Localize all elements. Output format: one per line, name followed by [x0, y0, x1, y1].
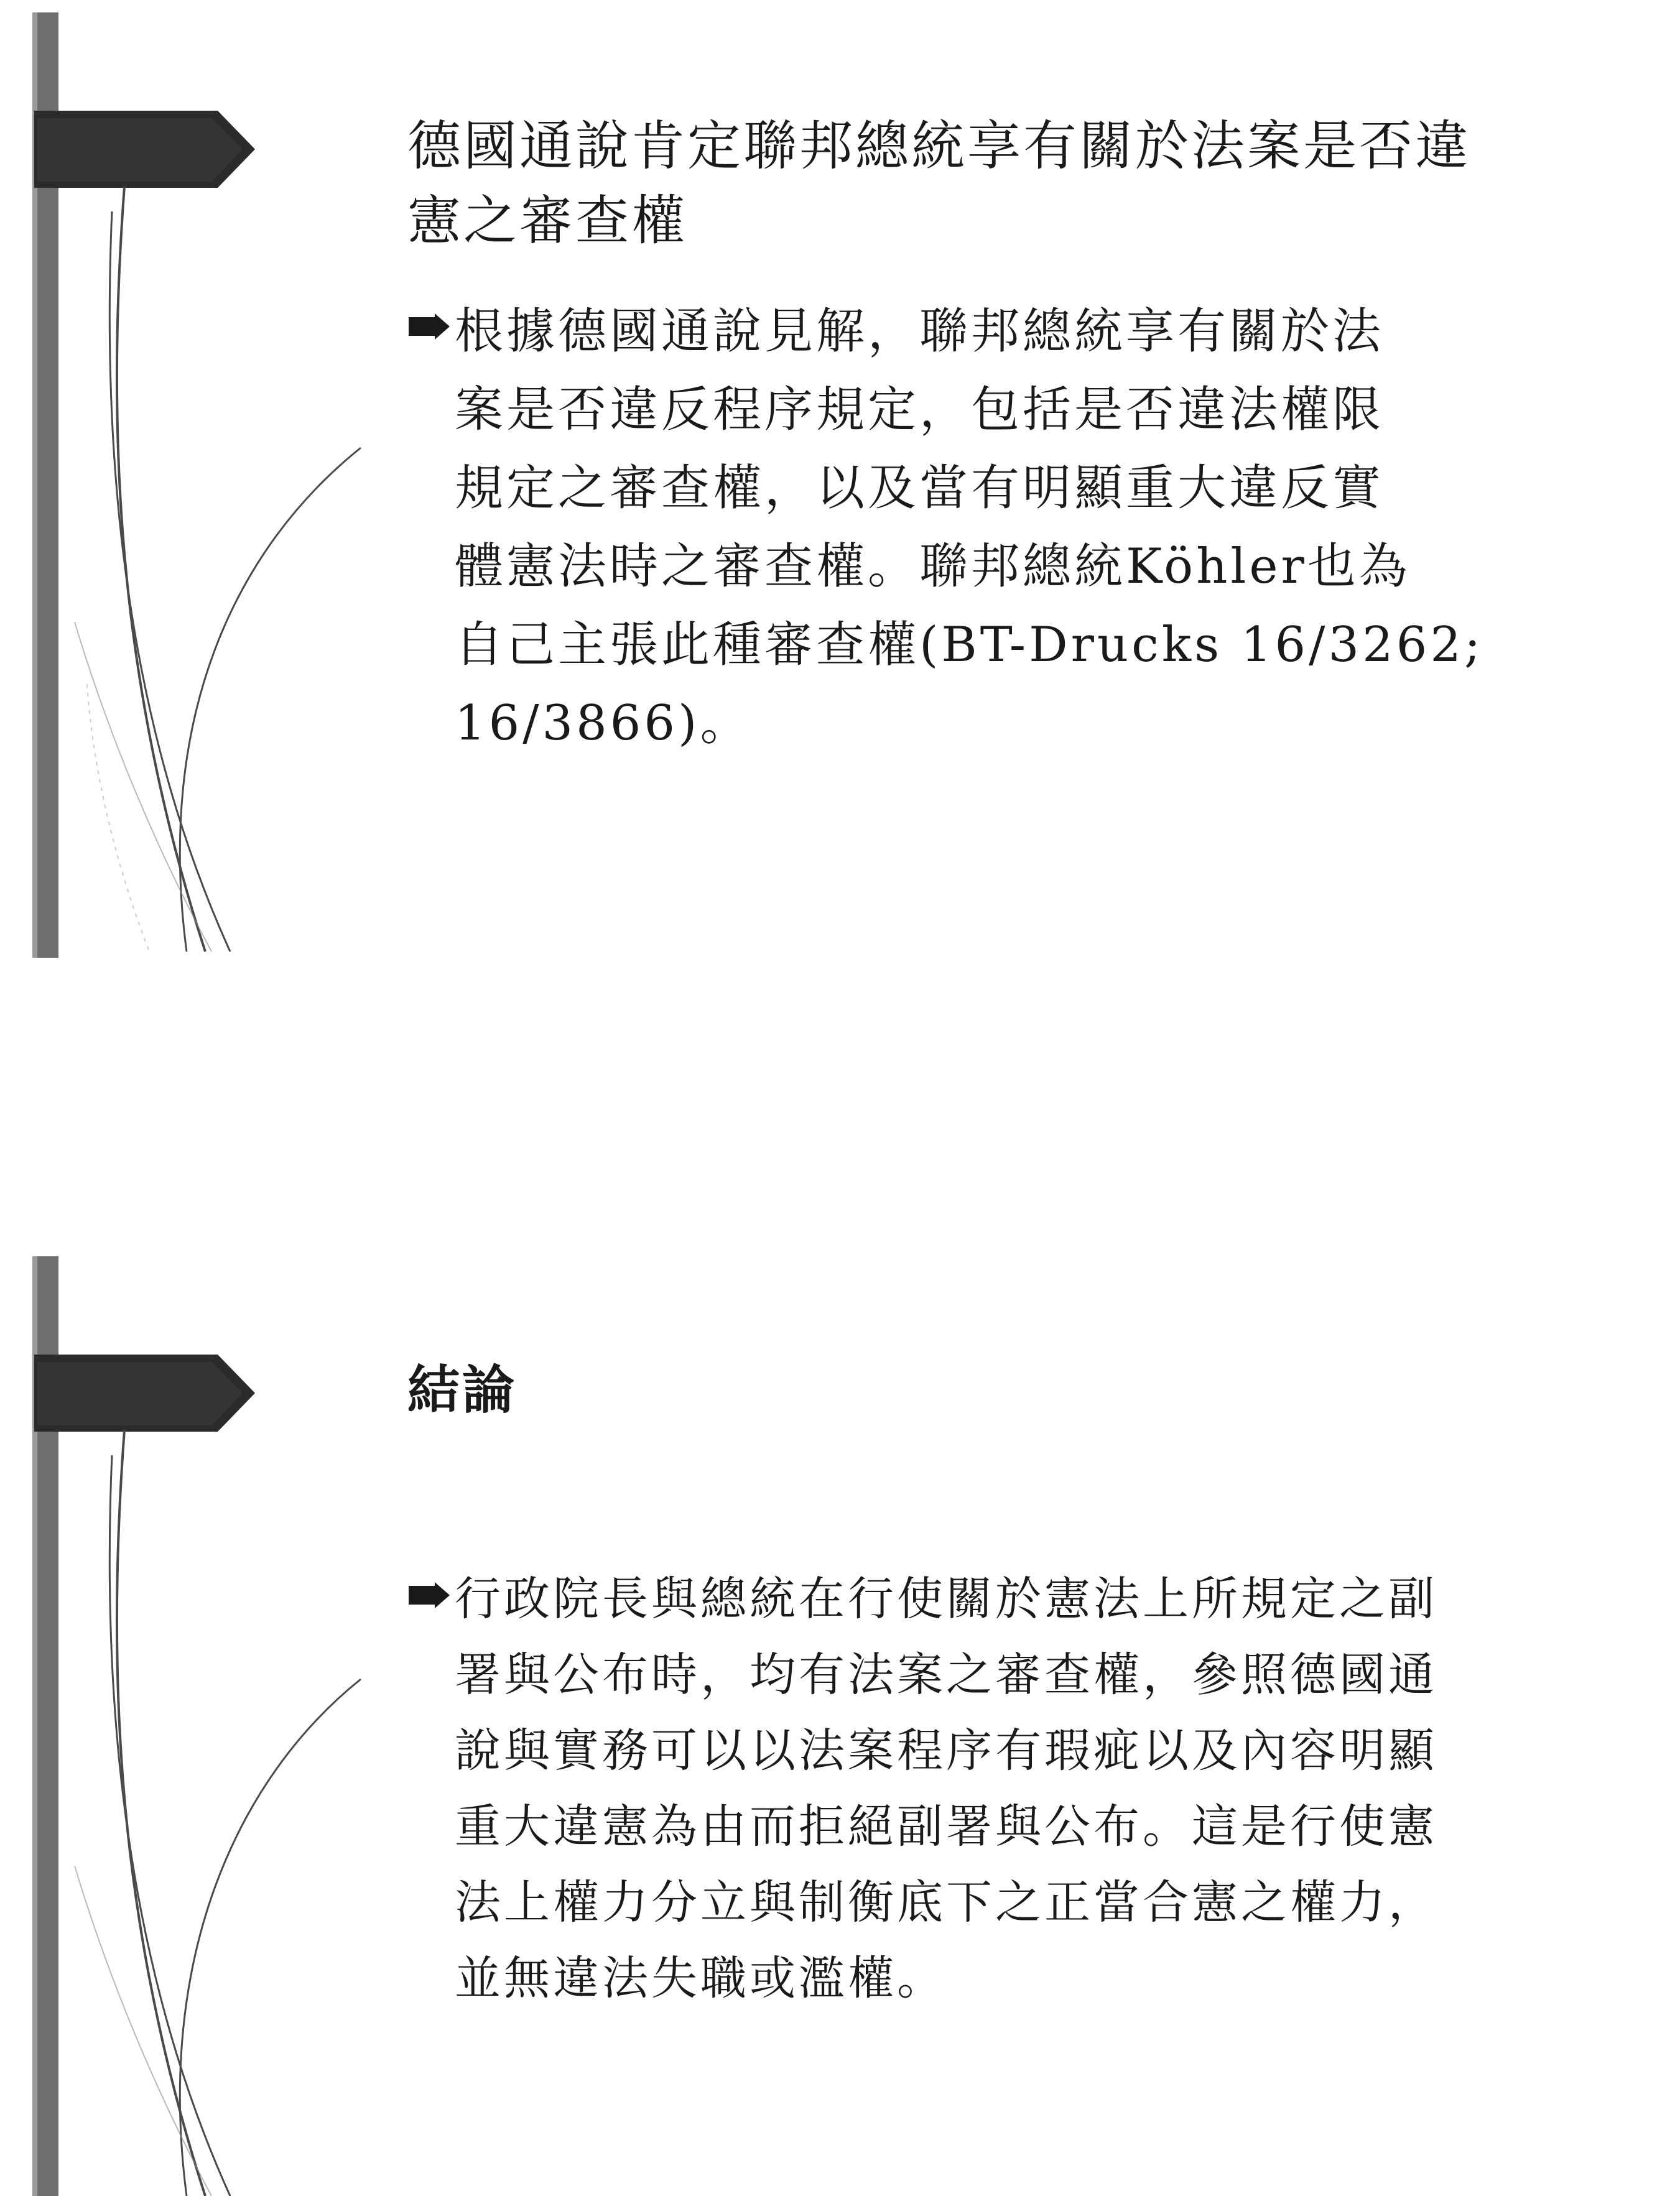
arrow-right-bullet-icon: [407, 1581, 451, 1610]
slide-title: 結論: [407, 1360, 517, 1420]
bullet-text: 行政院長與總統在行使關於憲法上所規定之副 署與公布時，均有法案之審查權，參照德國通 說與實務可以以法案程序有瑕疵以及內容明顯 重大違憲為由而拒絕副署與公布。這是行使憲 法上權力分立與制衡底下之正當合憲之權力， 並無違法失職或濫權。: [455, 1572, 1437, 2005]
list-item: [407, 1561, 1620, 2016]
bullet-list: [407, 1561, 1620, 2016]
signpost-arrow-icon: [0, 0, 386, 958]
bullet-text: 根據德國通說見解，聯邦總統享有關於法 案是否違反程序規定，包括是否違法權限 規定之審查權，以及當有明顯重大違反實 體憲法時之審查權。聯邦總統Köhler也為 自己主張此種審查權(BT-Drucks 16/3262; 16/3866)。: [455, 303, 1484, 751]
slide-2: [0, 1244, 1680, 2196]
bullet-list: [407, 292, 1620, 762]
signpost-arrow-icon: [0, 1244, 386, 2196]
slide-1: [0, 0, 1680, 958]
slide-title: 德國通說肯定聯邦總統享有關於法案是否違 憲之審查權: [407, 115, 1471, 252]
list-item: [407, 292, 1620, 762]
arrow-right-bullet-icon: [407, 312, 451, 341]
